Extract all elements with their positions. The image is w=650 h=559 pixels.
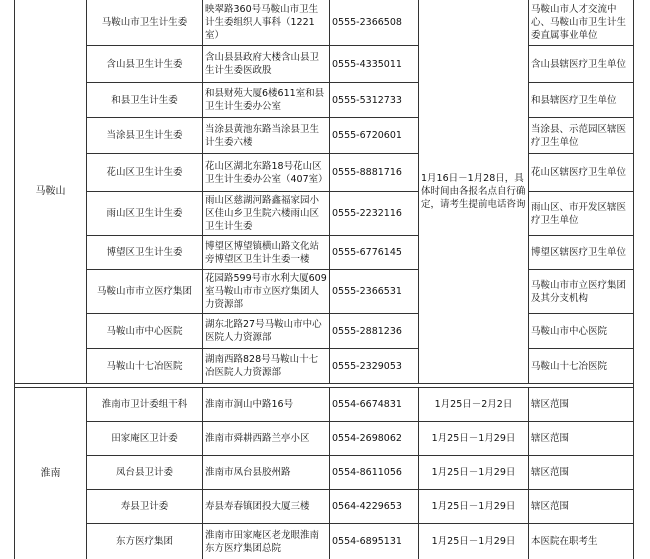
time-cell: 1月25日－1月29日 [419, 422, 529, 456]
scope-cell: 雨山区、市开发区辖医疗卫生单位 [529, 192, 634, 236]
unit-cell: 凤台县卫计委 [87, 456, 203, 490]
scope-cell: 含山县辖医疗卫生单位 [529, 46, 634, 83]
address-cell: 湖南西路828号马鞍山十七冶医院人力资源部 [203, 349, 330, 384]
address-cell: 当涂县黄池东路当涂县卫生计生委六楼 [203, 118, 330, 154]
table-row [15, 83, 634, 118]
table-row [15, 422, 634, 456]
table-row [15, 314, 634, 349]
phone-cell: 0555-2232116 [330, 192, 419, 236]
phone-cell: 0555-2366531 [330, 270, 419, 314]
unit-cell: 马鞍山市中心医院 [87, 314, 203, 349]
table-row [15, 388, 634, 422]
city-cell-maanshan: 马鞍山 [15, 0, 87, 384]
time-cell: 1月25日－1月29日 [419, 490, 529, 524]
table-row [15, 456, 634, 490]
phone-cell: 0555-6720601 [330, 118, 419, 154]
unit-cell: 含山县卫生计生委 [87, 46, 203, 83]
scope-cell: 马鞍山十七冶医院 [529, 349, 634, 384]
unit-cell: 当涂县卫生计生委 [87, 118, 203, 154]
scope-cell: 马鞍山市市立医疗集团及其分支机构 [529, 270, 634, 314]
unit-cell: 和县卫生计生委 [87, 83, 203, 118]
table-row [15, 349, 634, 384]
unit-cell: 雨山区卫生计生委 [87, 192, 203, 236]
address-cell: 湖东北路27号马鞍山市中心医院人力资源部 [203, 314, 330, 349]
unit-cell: 马鞍山十七冶医院 [87, 349, 203, 384]
address-cell: 花园路599号市水利大厦609室马鞍山市市立医疗集团人力资源部 [203, 270, 330, 314]
city-cell-huainan: 淮南 [15, 388, 87, 559]
scope-cell: 辖区范围 [529, 490, 634, 524]
address-cell: 含山县县政府大楼含山县卫生计生委医政股 [203, 46, 330, 83]
unit-cell: 马鞍山市市立医疗集团 [87, 270, 203, 314]
scope-cell: 马鞍山市人才交流中心、马鞍山市卫生计生委直属事业单位 [529, 0, 634, 46]
unit-cell: 花山区卫生计生委 [87, 154, 203, 192]
scope-cell: 当涂县、示范园区辖医疗卫生单位 [529, 118, 634, 154]
phone-cell: 0555-2329053 [330, 349, 419, 384]
address-cell: 和县财苑大厦6楼611室和县卫生计生委办公室 [203, 83, 330, 118]
scope-cell: 博望区辖医疗卫生单位 [529, 236, 634, 270]
phone-cell: 0554-6895131 [330, 524, 419, 559]
unit-cell: 田家庵区卫计委 [87, 422, 203, 456]
scope-cell: 本医院在职考生 [529, 524, 634, 559]
phone-cell: 0555-5312733 [330, 83, 419, 118]
scope-cell: 辖区范围 [529, 388, 634, 422]
time-cell-maanshan: 1月16日－1月28日，具体时间由各报名点自行确定，请考生提前电话咨询 [419, 0, 529, 384]
unit-cell: 淮南市卫计委组干科 [87, 388, 203, 422]
table-row [15, 192, 634, 236]
table-row [15, 0, 634, 46]
unit-cell: 博望区卫生计生委 [87, 236, 203, 270]
phone-cell: 0555-6776145 [330, 236, 419, 270]
scope-cell: 辖区范围 [529, 422, 634, 456]
address-cell: 寿县寿春镇团投大厦三楼 [203, 490, 330, 524]
table-row [15, 524, 634, 559]
table-row [15, 270, 634, 314]
table-row [15, 46, 634, 83]
scope-cell: 辖区范围 [529, 456, 634, 490]
phone-cell: 0555-8881716 [330, 154, 419, 192]
phone-cell: 0554-2698062 [330, 422, 419, 456]
phone-cell: 0554-6674831 [330, 388, 419, 422]
address-cell: 淮南市凤台县胶州路 [203, 456, 330, 490]
registration-table [14, 0, 634, 559]
unit-cell: 马鞍山市卫生计生委 [87, 0, 203, 46]
time-cell: 1月25日－2月2日 [419, 388, 529, 422]
address-cell: 博望区博望镇横山路文化站旁博望区卫生计生委一楼 [203, 236, 330, 270]
address-cell: 花山区湖北东路18号花山区卫生计生委办公室（407室） [203, 154, 330, 192]
address-cell: 淮南市田家庵区老龙眼淮南东方医疗集团总院 [203, 524, 330, 559]
phone-cell: 0555-2881236 [330, 314, 419, 349]
address-cell: 淮南市洞山中路16号 [203, 388, 330, 422]
time-cell: 1月25日－1月29日 [419, 524, 529, 559]
table-row [15, 118, 634, 154]
scope-cell: 马鞍山市中心医院 [529, 314, 634, 349]
address-cell: 雨山区慈湖河路鑫福家园小区佳山乡卫生院六楼雨山区卫生计生委 [203, 192, 330, 236]
table-row [15, 490, 634, 524]
table-row [15, 236, 634, 270]
table-row [15, 154, 634, 192]
unit-cell: 寿县卫计委 [87, 490, 203, 524]
time-cell: 1月25日－1月29日 [419, 456, 529, 490]
scope-cell: 和县辖医疗卫生单位 [529, 83, 634, 118]
phone-cell: 0564-4229653 [330, 490, 419, 524]
address-cell: 淮南市舜耕西路兰亭小区 [203, 422, 330, 456]
phone-cell: 0555-4335011 [330, 46, 419, 83]
scope-cell: 花山区辖医疗卫生单位 [529, 154, 634, 192]
address-cell: 映翠路360号马鞍山市卫生计生委组织人事科（1221室） [203, 0, 330, 46]
phone-cell: 0555-2366508 [330, 0, 419, 46]
phone-cell: 0554-8611056 [330, 456, 419, 490]
unit-cell: 东方医疗集团 [87, 524, 203, 559]
